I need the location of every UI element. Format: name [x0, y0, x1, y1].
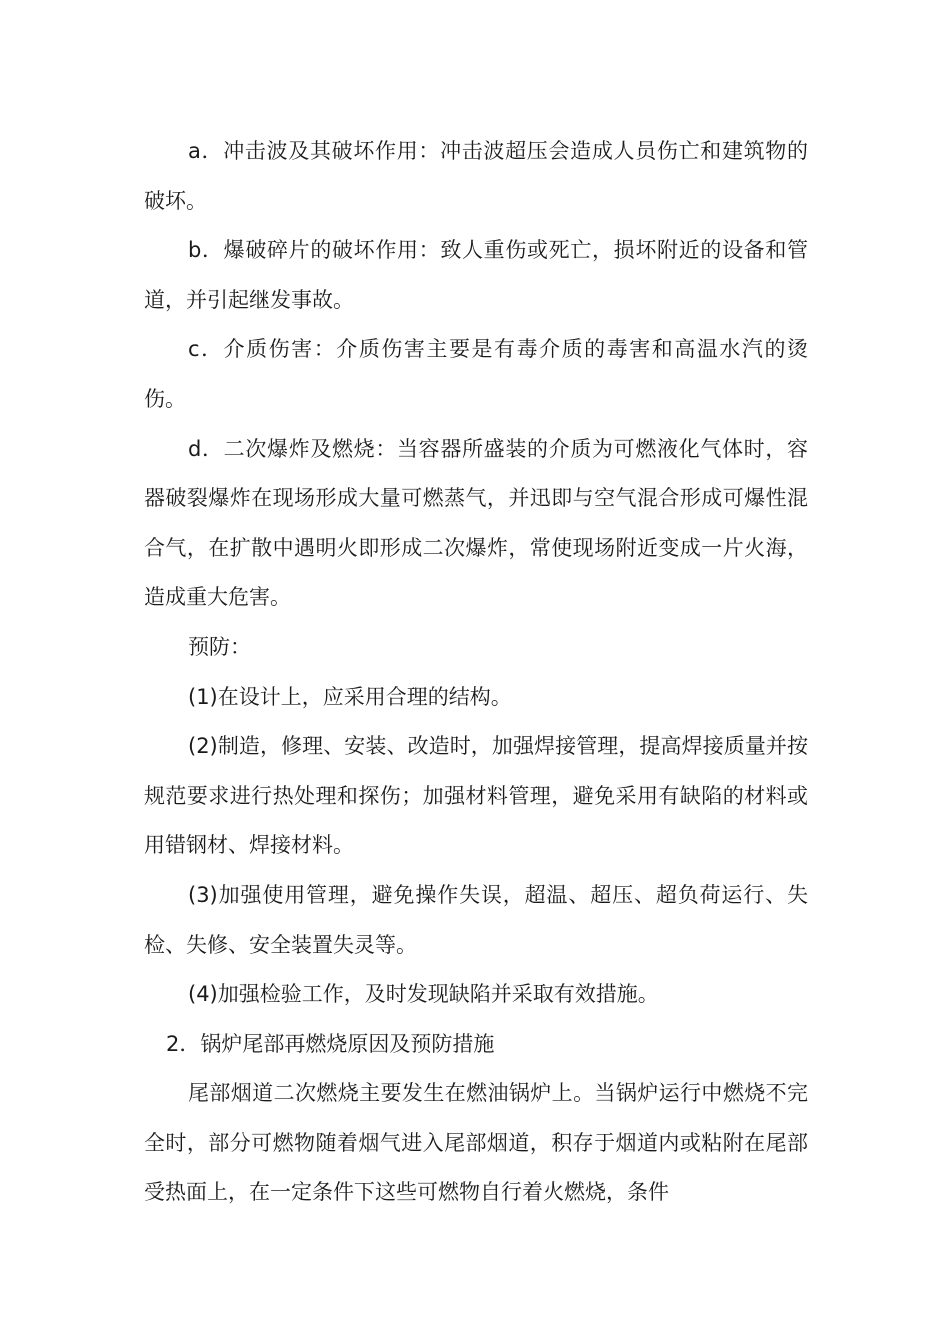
paragraph-prevention-1: (1)在设计上，应采用合理的结构。 — [188, 684, 512, 709]
paragraph-prevention-3: (3)加强使用管理，避免操作失误，超温、超压、超负荷运行、失检、失修、安全装置失灵等。 — [144, 882, 808, 957]
document-body — [144, 127, 808, 1218]
section-heading-2: 2．锅炉尾部再燃烧原因及预防措施 — [166, 1031, 495, 1056]
paragraph-medium-injury: c．介质伤害：介质伤害主要是有毒介质的毒害和高温水汽的烫伤。 — [144, 337, 808, 411]
paragraph-prevention-4: (4)加强检验工作，及时发现缺陷并采取有效措施。 — [188, 982, 659, 1007]
paragraph-prevention-2: (2)制造，修理、安装、改造时，加强焊接管理，提高焊接质量并按规范要求进行热处理和探伤；加强材料管理，避免采用有缺陷的材料或用错钢材、焊接材料。 — [144, 734, 808, 858]
paragraph-prevention-label: 预防： — [188, 634, 251, 659]
paragraph-fragments: b．爆破碎片的破坏作用：致人重伤或死亡，损坏附近的设备和管道，并引起继发事故。 — [144, 238, 808, 312]
paragraph-tail-reburn: 尾部烟道二次燃烧主要发生在燃油锅炉上。当锅炉运行中燃烧不完全时，部分可燃物随着烟气进入尾部烟道，积存于烟道内或粘附在尾部受热面上，在一定条件下这些可燃物自行着火燃烧，条件 — [144, 1081, 808, 1205]
paragraph-secondary-explosion: d．二次爆炸及燃烧：当容器所盛装的介质为可燃液化气体时，容器破裂爆炸在现场形成大量可燃蒸气，并迅即与空气混合形成可爆性混合气，在扩散中遇明火即形成二次爆炸，常使现场附近变成一片火海，造成重大危害。 — [144, 436, 808, 610]
paragraph-shockwave: a．冲击波及其破坏作用：冲击波超压会造成人员伤亡和建筑物的破坏。 — [144, 139, 808, 213]
